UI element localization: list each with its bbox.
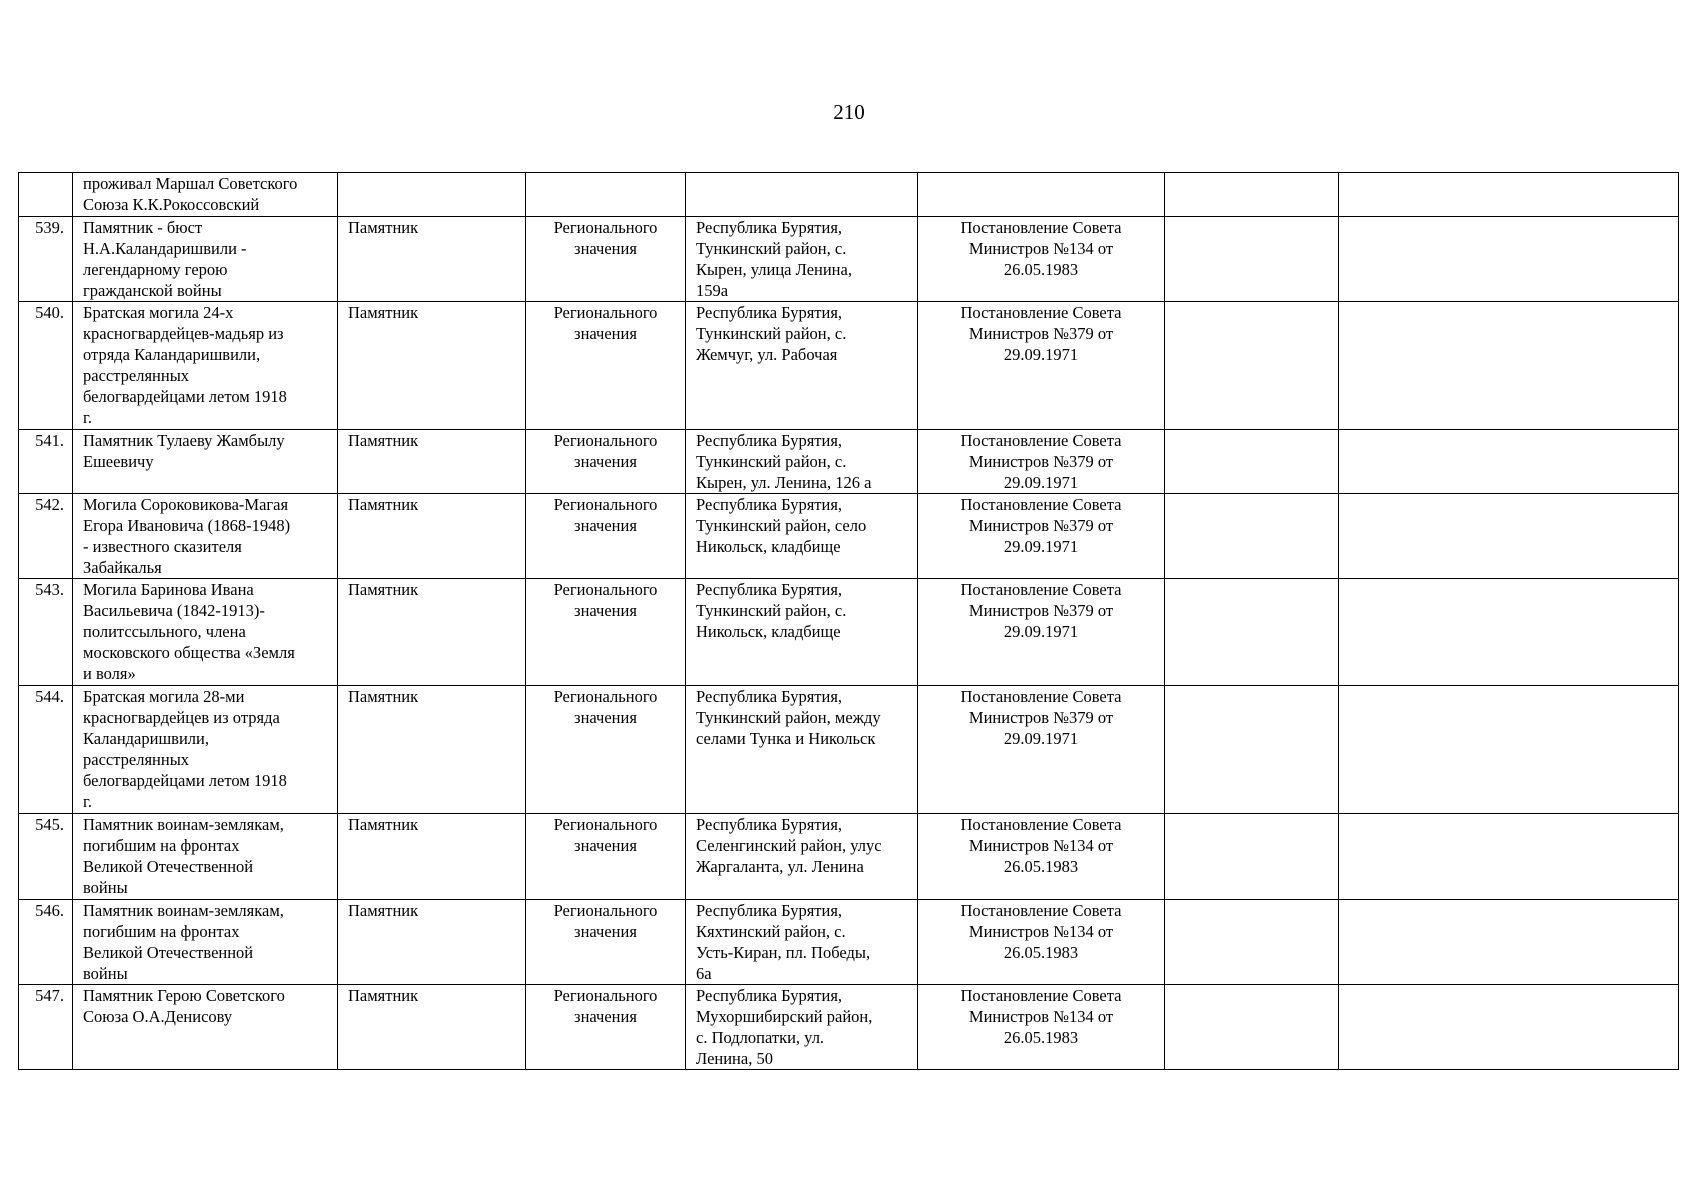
empty-cell-8: [1339, 814, 1679, 900]
object-category: Регионального значения: [526, 985, 686, 1070]
empty-cell-8: [1339, 579, 1679, 686]
object-name: Могила Сороковикова-Магая Егора Ивановича (1868-1948) - известного сказителя Забайкалья: [73, 494, 338, 579]
object-name: Памятник воинам-землякам, погибшим на фронтах Великой Отечественной войны: [73, 900, 338, 985]
row-number: 544.: [19, 686, 73, 814]
object-category: Регионального значения: [526, 302, 686, 430]
object-name: Памятник Герою Советского Союза О.А.Денисову: [73, 985, 338, 1070]
object-category: Регионального значения: [526, 217, 686, 302]
object-address: Республика Бурятия, Тункинский район, с. Кырен, ул. Ленина, 126 а: [686, 430, 918, 494]
legal-document: Постановление Совета Министров №134 от 26.05.1983: [918, 814, 1165, 900]
empty-cell-7: [1165, 900, 1339, 985]
object-address: Республика Бурятия, Мухоршибирский район, с. Подлопатки, ул. Ленина, 50: [686, 985, 918, 1070]
legal-document: Постановление Совета Министров №379 от 29.09.1971: [918, 430, 1165, 494]
legal-document: [918, 173, 1165, 217]
object-category: [526, 173, 686, 217]
legal-document: Постановление Совета Министров №379 от 29.09.1971: [918, 579, 1165, 686]
object-address: Республика Бурятия, Тункинский район, с. Жемчуг, ул. Рабочая: [686, 302, 918, 430]
object-address: Республика Бурятия, Тункинский район, с. Никольск, кладбище: [686, 579, 918, 686]
empty-cell-7: [1165, 985, 1339, 1070]
object-name: Могила Баринова Ивана Васильевича (1842-1913)- политссыльного, члена московского общества «Земля и воля»: [73, 579, 338, 686]
empty-cell-7: [1165, 173, 1339, 217]
empty-cell-8: [1339, 173, 1679, 217]
empty-cell-8: [1339, 217, 1679, 302]
empty-cell-8: [1339, 430, 1679, 494]
row-number: 539.: [19, 217, 73, 302]
object-name: Памятник воинам-землякам, погибшим на фронтах Великой Отечественной войны: [73, 814, 338, 900]
object-category: Регионального значения: [526, 579, 686, 686]
empty-cell-7: [1165, 302, 1339, 430]
row-number: 545.: [19, 814, 73, 900]
object-name: Братская могила 28-ми красногвардейцев из отряда Каландаришвили, расстрелянных белогвардейцами летом 1918 г.: [73, 686, 338, 814]
object-category: Регионального значения: [526, 900, 686, 985]
empty-cell-7: [1165, 494, 1339, 579]
table-row: [19, 985, 1679, 1070]
empty-cell-8: [1339, 494, 1679, 579]
empty-cell-7: [1165, 430, 1339, 494]
legal-document: Постановление Совета Министров №379 от 29.09.1971: [918, 686, 1165, 814]
object-type: Памятник: [338, 579, 526, 686]
empty-cell-7: [1165, 814, 1339, 900]
object-type: Памятник: [338, 494, 526, 579]
table-row: [19, 430, 1679, 494]
object-type: Памятник: [338, 814, 526, 900]
table-row: [19, 302, 1679, 430]
legal-document: Постановление Совета Министров №134 от 26.05.1983: [918, 900, 1165, 985]
object-name: Памятник Тулаеву Жамбылу Ешеевичу: [73, 430, 338, 494]
object-type: Памятник: [338, 430, 526, 494]
object-type: Памятник: [338, 900, 526, 985]
object-address: Республика Бурятия, Тункинский район, между селами Тунка и Никольск: [686, 686, 918, 814]
table-row: [19, 686, 1679, 814]
legal-document: Постановление Совета Министров №134 от 26.05.1983: [918, 985, 1165, 1070]
object-type: Памятник: [338, 302, 526, 430]
page-number: 210: [833, 100, 865, 124]
object-address: Республика Бурятия, Тункинский район, с. Кырен, улица Ленина, 159а: [686, 217, 918, 302]
object-address: Республика Бурятия, Тункинский район, село Никольск, кладбище: [686, 494, 918, 579]
empty-cell-8: [1339, 686, 1679, 814]
row-number: 543.: [19, 579, 73, 686]
row-number: 547.: [19, 985, 73, 1070]
table-row: [19, 814, 1679, 900]
table-row: [19, 217, 1679, 302]
legal-document: Постановление Совета Министров №134 от 26.05.1983: [918, 217, 1165, 302]
empty-cell-7: [1165, 686, 1339, 814]
object-address: Республика Бурятия, Кяхтинский район, с. Усть-Киран, пл. Победы, 6а: [686, 900, 918, 985]
object-address: [686, 173, 918, 217]
empty-cell-8: [1339, 985, 1679, 1070]
empty-cell-7: [1165, 217, 1339, 302]
object-category: Регионального значения: [526, 430, 686, 494]
legal-document: Постановление Совета Министров №379 от 29.09.1971: [918, 302, 1165, 430]
legal-document: Постановление Совета Министров №379 от 29.09.1971: [918, 494, 1165, 579]
row-number: 542.: [19, 494, 73, 579]
table-row: [19, 494, 1679, 579]
object-category: Регионального значения: [526, 814, 686, 900]
row-number: 541.: [19, 430, 73, 494]
empty-cell-8: [1339, 900, 1679, 985]
object-category: Регионального значения: [526, 494, 686, 579]
row-number: [19, 173, 73, 217]
object-type: Памятник: [338, 686, 526, 814]
object-name: проживал Маршал Советского Союза К.К.Рокоссовский: [73, 173, 338, 217]
object-type: [338, 173, 526, 217]
table-row: [19, 173, 1679, 217]
object-type: Памятник: [338, 217, 526, 302]
object-name: Памятник - бюст Н.А.Каландаришвили - легендарному герою гражданской войны: [73, 217, 338, 302]
row-number: 540.: [19, 302, 73, 430]
monuments-table: [18, 172, 1679, 1070]
object-name: Братская могила 24-х красногвардейцев-мадьяр из отряда Каландаришвили, расстрелянных белогвардейцами летом 1918 г.: [73, 302, 338, 430]
empty-cell-8: [1339, 302, 1679, 430]
row-number: 546.: [19, 900, 73, 985]
table-row: [19, 579, 1679, 686]
object-type: Памятник: [338, 985, 526, 1070]
empty-cell-7: [1165, 579, 1339, 686]
object-address: Республика Бурятия, Селенгинский район, улус Жаргаланта, ул. Ленина: [686, 814, 918, 900]
object-category: Регионального значения: [526, 686, 686, 814]
table-row: [19, 900, 1679, 985]
